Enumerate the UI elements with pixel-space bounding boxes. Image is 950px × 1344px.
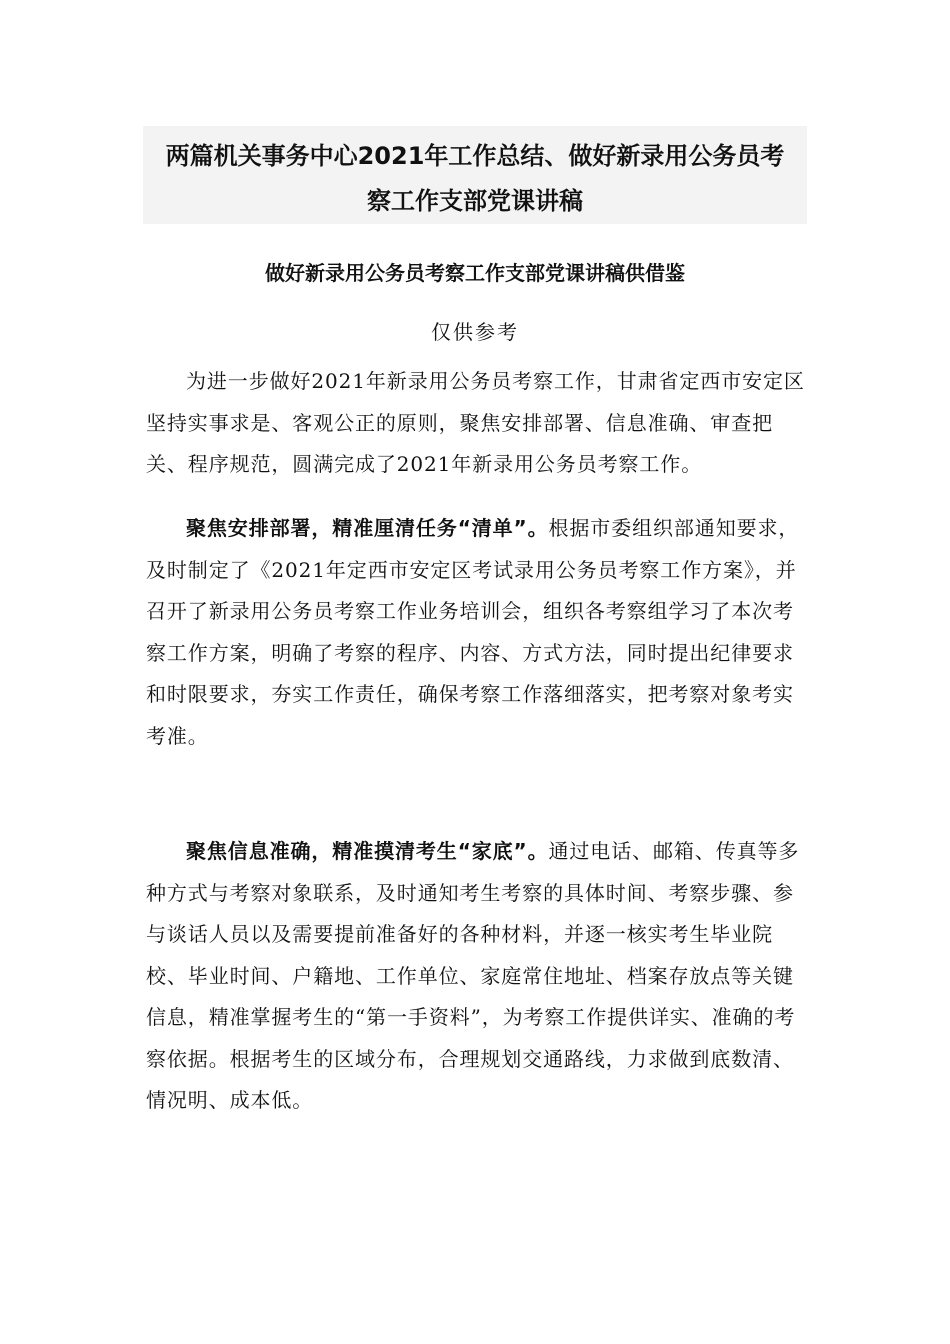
paragraph-deployment <box>146 508 806 757</box>
title-line-2: 察工作支部党课讲稿 <box>367 187 583 215</box>
paragraph-text: 为进一步做好2021年新录用公务员考察工作，甘肃省定西市安定区坚持实事求是、客观公正的原则，聚焦安排部署、信息准确、审查把关、程序规范，圆满完成了2021年新录用公务员考察工作。 <box>146 369 805 476</box>
paragraph-text: 通过电话、邮箱、传真等多种方式与考察对象联系，及时通知考生考察的具体时间、考察步骤、参与谈话人员以及需要提前准备好的各种材料，并逐一核实考生毕业院校、毕业时间、户籍地、工作单位、家庭常住地址、档案存放点等关键信息，精准掌握考生的“第一手资料”，为考察工作提供详实、准确的考察依据。根据考生的区域分布，合理规划交通路线，力求做到底数清、情况明、成本低。 <box>146 839 800 1112</box>
paragraph-lead: 聚焦信息准确，精准摸清考生“家底”。 <box>186 839 549 863</box>
paragraph-intro <box>146 361 806 486</box>
paragraph-text: 根据市委组织部通知要求，及时制定了《2021年定西市安定区考试录用公务员考察工作方案》，并召开了新录用公务员考察工作业务培训会，组织各考察组学习了本次考察工作方案，明确了考察的程序、内容、方式方法，同时提出纪律要求和时限要求，夯实工作责任，确保考察工作落细落实，把考察对象考实考准。 <box>146 516 800 748</box>
paragraph-information <box>146 831 806 1122</box>
title-line-1: 两篇机关事务中心2021年工作总结、做好新录用公务员考 <box>165 142 785 170</box>
document-subtitle: 做好新录用公务员考察工作支部党课讲稿供借鉴 <box>265 261 685 285</box>
document-title <box>143 126 807 224</box>
reference-note: 仅供参考 <box>431 320 519 344</box>
paragraph-lead: 聚焦安排部署，精准厘清任务“清单”。 <box>186 516 549 540</box>
